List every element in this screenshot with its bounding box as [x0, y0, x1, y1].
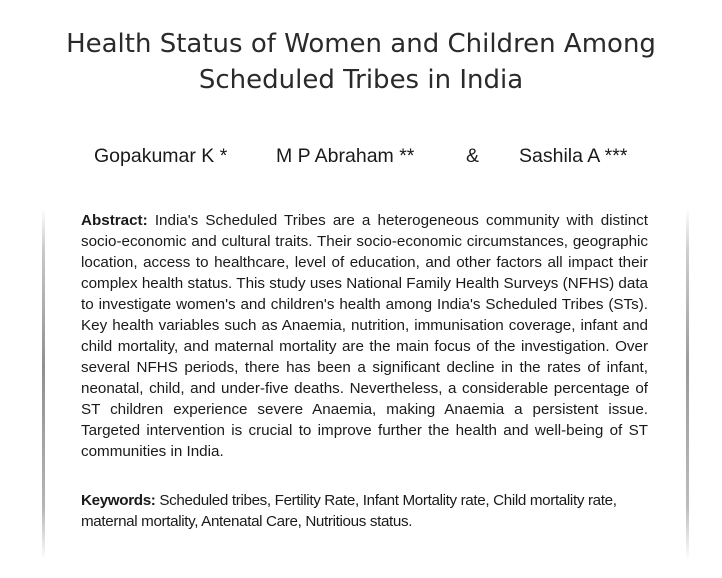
- author-abraham: M P Abraham **: [276, 145, 415, 167]
- author-sashila: Sashila A ***: [519, 145, 628, 167]
- keywords-text: Scheduled tribes, Fertility Rate, Infant Mortality rate, Child mortality rate, maternal mortality, Antenatal Care, Nutritious status.: [81, 492, 617, 530]
- author-gopakumar: Gopakumar K *: [94, 145, 228, 167]
- author-list: [0, 145, 722, 169]
- author-separator: &: [466, 145, 480, 167]
- paper-title-line-1: Health Status of Women and Children Among: [66, 29, 656, 59]
- keywords-paragraph: [81, 490, 648, 532]
- abstract-label: Abstract:: [81, 212, 148, 229]
- keywords-label: Keywords:: [81, 492, 156, 509]
- paper-title: [0, 26, 722, 98]
- left-margin-rule: [42, 208, 45, 560]
- paper-title-line-2: Scheduled Tribes in India: [198, 65, 524, 95]
- abstract-paragraph: [81, 210, 648, 462]
- right-margin-rule: [686, 208, 689, 560]
- abstract-text: India's Scheduled Tribes are a heterogeneous community with distinct socio-economic and cultural traits. Their socio-economic circumstances, geographic location, access to healthcare, level of education, and other factors all impact their complex health status. This study uses National Family Health Surveys (NFHS) data to investigate women's and children's health among India's Scheduled Tribes (STs). Key health variables such as Anaemia, nutrition, immunisation coverage, infant and child mortality, and maternal mortality are the main focus of the investigation. Over several NFHS periods, there has been a significant decline in the rates of infant, neonatal, child, and under-five deaths. Nevertheless, a considerable percentage of ST children experience severe Anaemia, making Anaemia a persistent issue. Targeted intervention is crucial to improve further the health and well-being of ST communities in India.: [81, 212, 648, 460]
